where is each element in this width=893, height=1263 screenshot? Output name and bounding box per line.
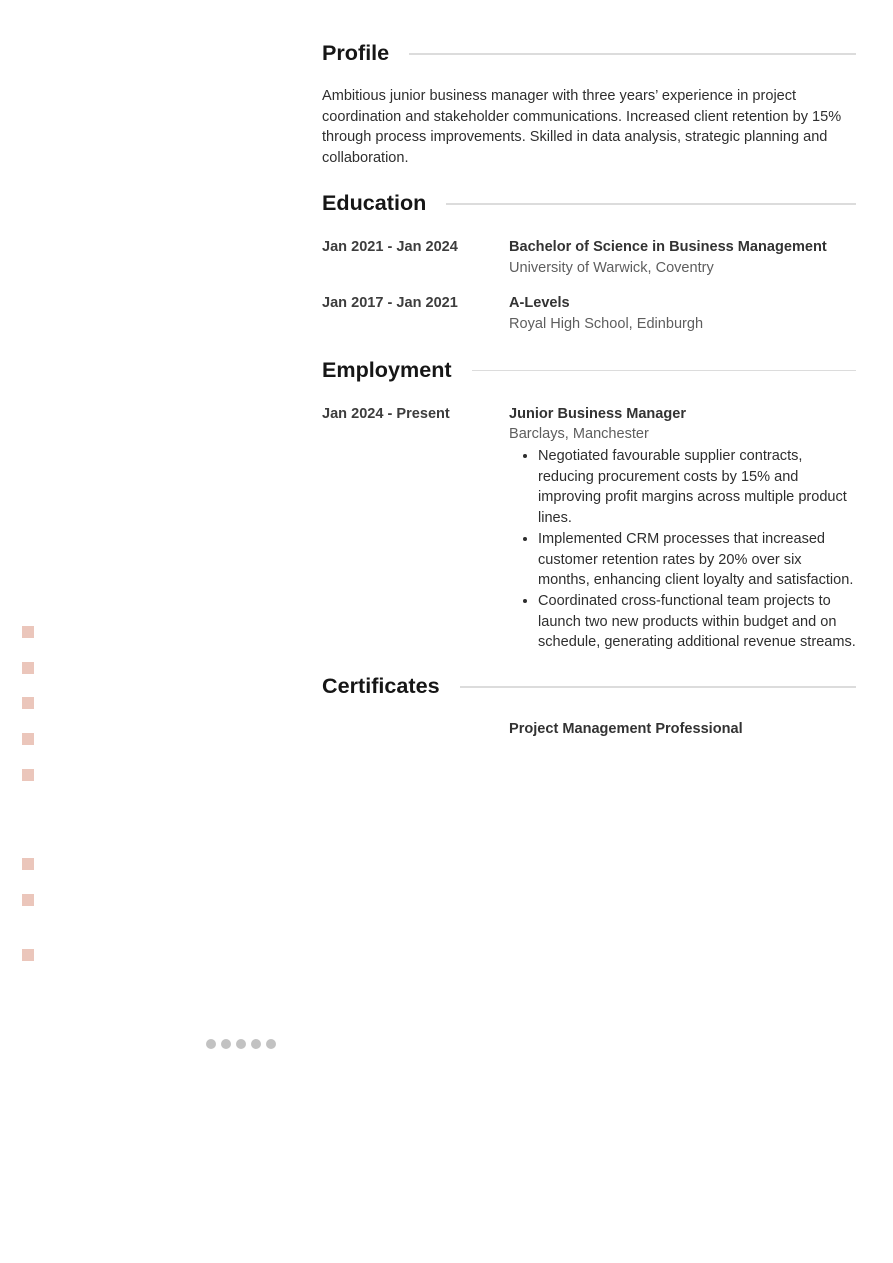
- education-entry: [322, 293, 856, 334]
- employment-entry-company: Barclays, Manchester: [509, 426, 649, 443]
- skill-bullet-marker: [22, 769, 34, 781]
- employment-entry-dates: Jan 2024 - Present: [322, 405, 450, 422]
- certificates-section-header: [322, 675, 856, 697]
- skill-bullet-marker: [22, 662, 34, 674]
- profile-heading: Profile: [322, 40, 390, 65]
- education-section-header: [322, 189, 856, 215]
- skill-bullet-marker: [22, 858, 34, 870]
- rating-dot: [266, 1039, 276, 1049]
- certificate-entry-dates: [322, 719, 509, 740]
- certificates-heading: Certificates: [322, 673, 440, 699]
- employment-entries: [322, 404, 856, 653]
- education-entry: [322, 237, 856, 278]
- rating-dot: [236, 1039, 246, 1049]
- employment-bullet: • Implemented CRM processes that increased customer retention rates by 20% over six months, enhancing client loyalty and satisfaction.: [538, 529, 856, 591]
- education-divider: [446, 203, 856, 205]
- section-certificates: [322, 675, 856, 740]
- employment-bullet: • Coordinated cross-functional team projects to launch two new products within budget and on schedule, generating additional revenue streams.: [538, 591, 856, 653]
- profile-section-header: [322, 42, 856, 64]
- certificate-name: Project Management Professional: [509, 721, 743, 738]
- section-profile: [322, 42, 856, 169]
- resume-main: [322, 42, 856, 740]
- education-entry-degree: Bachelor of Science in Business Management: [509, 238, 827, 255]
- sidebar: [0, 0, 300, 1263]
- certificates-divider: [460, 686, 856, 688]
- employment-divider: [472, 370, 856, 372]
- education-entry-body: [509, 293, 856, 334]
- education-heading: Education: [322, 189, 427, 215]
- rating-dot: [206, 1039, 216, 1049]
- certificate-entry-body: [509, 719, 856, 740]
- employment-bullet: • Negotiated favourable supplier contracts, reducing procurement costs by 15% and improving profit margins across multiple product lines.: [538, 446, 856, 529]
- skill-bullet-marker: [22, 894, 34, 906]
- rating-dot: [251, 1039, 261, 1049]
- education-entry-dates: Jan 2017 - Jan 2021: [322, 295, 458, 312]
- employment-heading: Employment: [322, 356, 452, 382]
- education-entry-dates: Jan 2021 - Jan 2024: [322, 238, 458, 255]
- section-education: [322, 189, 856, 335]
- education-entries: [322, 237, 856, 335]
- employment-entry: [322, 404, 856, 653]
- employment-entry-body: [509, 404, 856, 653]
- rating-dots: [206, 1039, 276, 1049]
- employment-section-header: [322, 356, 856, 382]
- education-entry-degree: A-Levels: [509, 295, 570, 312]
- certificate-entry: [322, 719, 856, 740]
- skill-bullet-marker: [22, 733, 34, 745]
- skill-bullet-marker: [22, 697, 34, 709]
- education-entry-school: University of Warwick, Coventry: [509, 259, 714, 276]
- employment-entry-role: Junior Business Manager: [509, 405, 687, 422]
- section-employment: [322, 356, 856, 653]
- profile-divider: [409, 53, 856, 55]
- profile-summary: Ambitious junior business manager with three years’ experience in project coordination and stakeholder communications. Increased client retention by 15% through process improvements. Skilled in data analysis, strategic planning and collaboration.: [322, 88, 842, 167]
- employment-bullet-list: [509, 446, 856, 653]
- skill-bullet-marker: [22, 949, 34, 961]
- education-entry-body: [509, 237, 856, 278]
- education-entry-school: Royal High School, Edinburgh: [509, 315, 704, 332]
- skill-bullet-marker: [22, 626, 34, 638]
- rating-dot: [221, 1039, 231, 1049]
